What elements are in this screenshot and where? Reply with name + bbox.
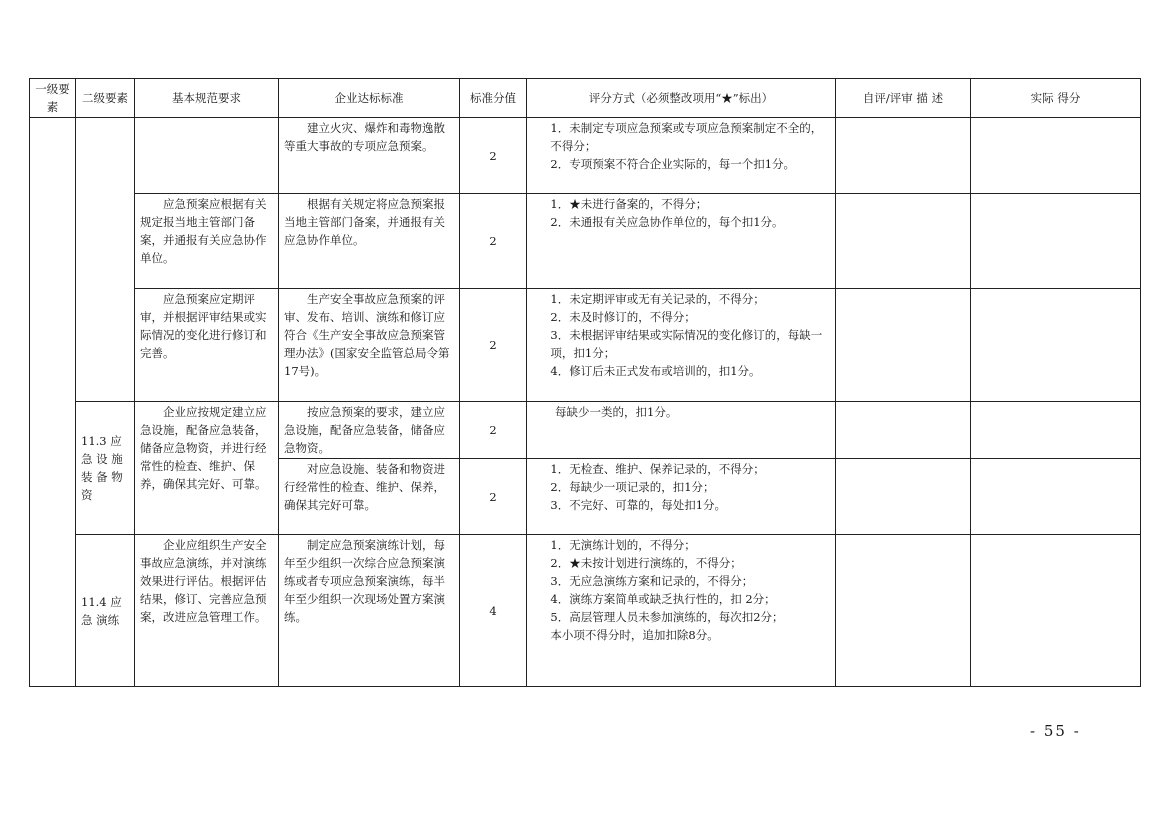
score-cell: 2 — [460, 459, 527, 535]
header-level1: 一级要素 — [30, 79, 76, 118]
actual-score-cell — [971, 459, 1141, 535]
table-row — [30, 194, 1141, 289]
method-cell — [527, 289, 836, 402]
method-cell — [527, 402, 836, 459]
basic-requirement-cell: 企业应组织生产安全事故应急演练，并对演练效果进行评估。根据评估结果，修订、完善应急预案，改进应急管理工作。 — [135, 535, 279, 687]
self-eval-cell — [836, 289, 971, 402]
header-scoring-method: 评分方式（必须整改项用“★”标出） — [527, 79, 836, 118]
method-line: 2．每缺少一项记录的，扣1分； — [550, 480, 715, 494]
score-cell: 2 — [460, 194, 527, 289]
method-line: 1．★未进行备案的，不得分； — [550, 197, 708, 211]
method-line: 每缺少一类的，扣1分。 — [555, 405, 678, 419]
level2-cell: 11.4 应 急 演练 — [76, 535, 135, 687]
table-row — [30, 118, 1141, 194]
method-cell — [527, 118, 836, 194]
method-cell — [527, 194, 836, 289]
actual-score-cell — [971, 289, 1141, 402]
method-cell — [527, 459, 836, 535]
method-line: 2．未及时修订的，不得分； — [550, 310, 696, 324]
method-line: 3．不完好、可靠的，每处扣1分。 — [550, 498, 727, 512]
score-cell: 2 — [460, 289, 527, 402]
basic-requirement-cell — [135, 118, 279, 194]
header-basic-requirement: 基本规范要求 — [135, 79, 279, 118]
basic-requirement-cell: 企业应按规定建立应急设施，配备应急装备，储备应急物资，并进行经常性的检查、维护、保养，确保其完好、可靠。 — [135, 402, 279, 535]
actual-score-cell — [971, 402, 1141, 459]
method-line: 1．未定期评审或无有关记录的，不得分； — [550, 292, 765, 306]
table-row — [30, 535, 1141, 687]
basic-requirement-cell: 应急预案应定期评审，并根据评审结果或实际情况的变化进行修订和完善。 — [135, 289, 279, 402]
method-line: 4．修订后未正式发布或培训的，扣1分。 — [550, 364, 761, 378]
method-line: 3．无应急演练方案和记录的，不得分； — [550, 574, 754, 588]
level1-cell — [30, 118, 76, 687]
actual-score-cell — [971, 118, 1141, 194]
standard-cell: 制定应急预案演练计划，每年至少组织一次综合应急预案演练或者专项应急预案演练，每半年至少组织一次现场处置方案演练。 — [279, 535, 460, 687]
standard-cell: 生产安全事故应急预案的评审、发布、培训、演练和修订应符合《生产安全事故应急预案管理办法》(国家安全监管总局令第17号)。 — [279, 289, 460, 402]
standard-cell: 对应急设施、装备和物资进行经常性的检查、维护、保养，确保其完好可靠。 — [279, 459, 460, 535]
header-actual-score: 实际 得分 — [971, 79, 1141, 118]
level2-cell — [76, 118, 135, 402]
method-line: 1．未制定专项应急预案或专项应急预案制定不全的，不得分； — [550, 121, 823, 153]
method-cell — [527, 535, 836, 687]
self-eval-cell — [836, 535, 971, 687]
self-eval-cell — [836, 459, 971, 535]
standard-cell: 根据有关规定将应急预案报当地主管部门备案，并通报有关应急协作单位。 — [279, 194, 460, 289]
level2-cell: 11.3 应 急 设 施 装 备 物资 — [76, 402, 135, 535]
header-row — [30, 79, 1141, 118]
method-line: 5．高层管理人员未参加演练的，每次扣2分； — [550, 610, 784, 624]
self-eval-cell — [836, 402, 971, 459]
method-line: 3．未根据评审结果或实际情况的变化修订的，每缺一项，扣1分； — [550, 328, 823, 360]
actual-score-cell — [971, 194, 1141, 289]
method-line: 1．无演练计划的，不得分； — [550, 538, 696, 552]
actual-score-cell — [971, 535, 1141, 687]
header-self-evaluation: 自评/评审 描 述 — [836, 79, 971, 118]
header-level2: 二级要素 — [76, 79, 135, 118]
self-eval-cell — [836, 194, 971, 289]
page-number: - 55 - — [1030, 722, 1081, 740]
self-eval-cell — [836, 118, 971, 194]
header-score-standard: 标准分值 — [460, 79, 527, 118]
method-line: 2．★未按计划进行演练的，不得分； — [550, 556, 742, 570]
score-cell: 4 — [460, 535, 527, 687]
method-line: 4．演练方案简单或缺乏执行性的，扣 2分； — [550, 592, 776, 606]
method-line: 1．无检查、维护、保养记录的，不得分； — [550, 462, 765, 476]
score-cell: 2 — [460, 118, 527, 194]
method-line: 2．未通报有关应急协作单位的，每个扣1分。 — [550, 215, 784, 229]
basic-requirement-cell: 应急预案应根据有关规定报当地主管部门备案，并通报有关应急协作单位。 — [135, 194, 279, 289]
score-cell: 2 — [460, 402, 527, 459]
scoring-table — [29, 78, 1141, 687]
table-row — [30, 402, 1141, 459]
method-line: 本小项不得分时，追加扣除8分。 — [550, 628, 719, 642]
method-line: 2．专项预案不符合企业实际的，每一个扣1分。 — [550, 157, 796, 171]
table-row — [30, 289, 1141, 402]
standard-cell: 按应急预案的要求，建立应急设施，配备应急装备，储备应急物资。 — [279, 402, 460, 459]
standard-cell: 建立火灾、爆炸和毒物逸散等重大事故的专项应急预案。 — [279, 118, 460, 194]
header-standard: 企业达标标准 — [279, 79, 460, 118]
